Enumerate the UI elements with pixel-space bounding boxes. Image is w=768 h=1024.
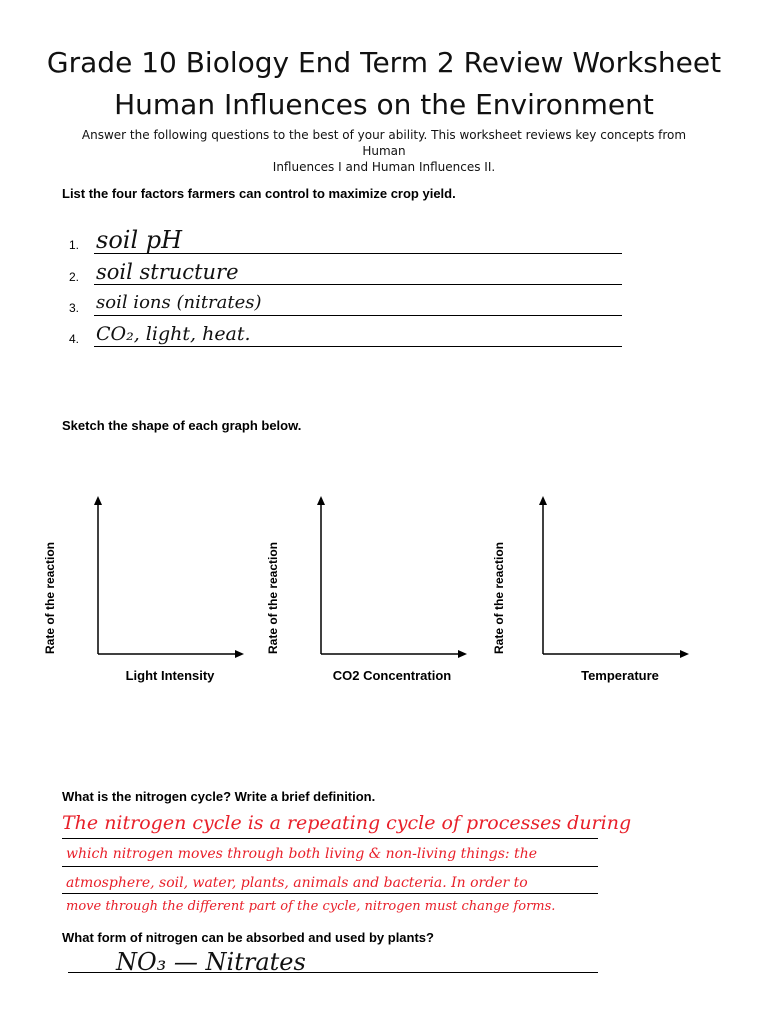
- item-number-4: 4.: [69, 332, 80, 346]
- y-axis-label-graph-3: Rate of the reaction: [492, 541, 507, 655]
- x-axis-label-temperature: Temperature: [581, 668, 659, 683]
- definition-line-2[interactable]: [62, 866, 598, 867]
- definition-line-1[interactable]: [62, 838, 598, 839]
- worksheet-title: Grade 10 Biology End Term 2 Review Worksheet: [46, 46, 722, 79]
- instructions: [60, 127, 708, 175]
- graph-axes-temperature[interactable]: [535, 494, 735, 694]
- answer-line-3[interactable]: [94, 315, 622, 316]
- question-sketch-graphs: Sketch the shape of each graph below.: [62, 418, 302, 433]
- answer-line-4[interactable]: [94, 346, 622, 347]
- worksheet-subtitle: Human Influences on the Environment: [114, 88, 654, 121]
- handwritten-answer-3: soil ions (nitrates): [96, 292, 262, 313]
- handwritten-definition-line-3: atmosphere, soil, water, plants, animals and bacteria. In order to: [66, 875, 528, 891]
- handwritten-definition-line-2: which nitrogen moves through both living & non-living things: the: [66, 846, 537, 862]
- answer-line-1[interactable]: [94, 253, 622, 254]
- item-number-1: 1.: [69, 238, 80, 252]
- definition-line-3[interactable]: [62, 893, 598, 894]
- question-nitrogen-form: What form of nitrogen can be absorbed and used by plants?: [62, 930, 434, 945]
- question-nitrogen-cycle: What is the nitrogen cycle? Write a brief definition.: [62, 789, 376, 804]
- handwritten-definition-line-4: move through the different part of the cycle, nitrogen must change forms.: [66, 899, 556, 914]
- item-number-3: 3.: [69, 301, 80, 315]
- answer-line-nitrogen-form[interactable]: [68, 972, 598, 973]
- answer-line-2[interactable]: [94, 284, 622, 285]
- y-axis-label-graph-1: Rate of the reaction: [43, 541, 58, 655]
- instructions-line-1: Answer the following questions to the best of your ability. This worksheet reviews key concepts from Human: [81, 128, 687, 158]
- handwritten-definition-line-1: The nitrogen cycle is a repeating cycle of processes during: [62, 812, 632, 834]
- y-axis-arrow-icon: [317, 496, 325, 505]
- handwritten-answer-nitrates: NO₃ — Nitrates: [116, 948, 306, 976]
- x-axis-arrow-icon: [235, 650, 244, 658]
- graph-axes-light-intensity[interactable]: [90, 494, 290, 694]
- x-axis-arrow-icon: [458, 650, 467, 658]
- graph-axes-co2-concentration[interactable]: [313, 494, 513, 694]
- y-axis-arrow-icon: [539, 496, 547, 505]
- question-crop-yield: List the four factors farmers can control to maximize crop yield.: [62, 186, 456, 201]
- x-axis-arrow-icon: [680, 650, 689, 658]
- handwritten-answer-2: soil structure: [96, 260, 239, 284]
- x-axis-label-light-intensity: Light Intensity: [125, 668, 215, 683]
- instructions-line-2: Influences I and Human Influences II.: [272, 160, 496, 174]
- handwritten-answer-1: soil pH: [96, 226, 183, 254]
- x-axis-label-co2-concentration: CO2 Concentration: [332, 668, 452, 683]
- handwritten-answer-4: CO₂, light, heat.: [96, 323, 251, 345]
- y-axis-label-graph-2: Rate of the reaction: [266, 541, 281, 655]
- item-number-2: 2.: [69, 270, 80, 284]
- y-axis-arrow-icon: [94, 496, 102, 505]
